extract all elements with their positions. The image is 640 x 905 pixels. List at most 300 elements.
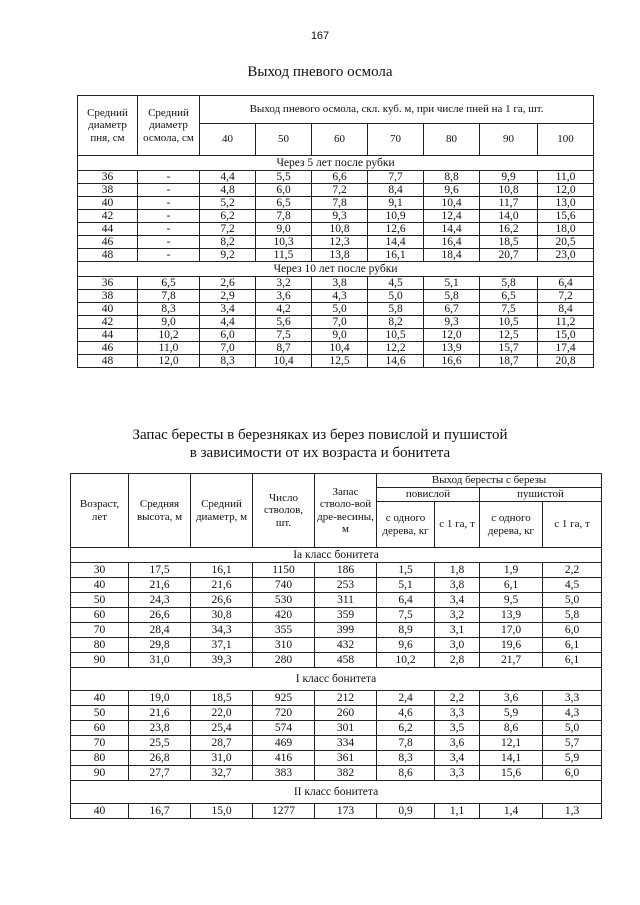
table-cell: 14,4: [368, 236, 424, 249]
table-cell: 1,3: [543, 804, 602, 819]
table-cell: 42: [78, 316, 138, 329]
header-resin-diameter: Средний диаметр осмола, см: [138, 96, 200, 156]
table-cell: 30: [71, 563, 129, 578]
header-per-ha: с 1 га, т: [543, 502, 602, 548]
table-cell: 7,8: [256, 210, 312, 223]
table-cell: 10,5: [368, 329, 424, 342]
table-cell: 432: [315, 638, 377, 653]
table-cell: 3,2: [256, 277, 312, 290]
table-cell: 3,8: [312, 277, 368, 290]
table-cell: 2,4: [377, 691, 435, 706]
table-cell: 3,8: [435, 578, 480, 593]
table-cell: 6,1: [543, 638, 602, 653]
table-cell: 48: [78, 249, 138, 262]
table-cell: 3,4: [435, 593, 480, 608]
table-cell: 60: [71, 608, 129, 623]
table2-title-line2: в зависимости от их возраста и бонитета: [189, 445, 451, 461]
table-cell: 38: [78, 290, 138, 303]
table-cell: 17,4: [538, 342, 594, 355]
table-cell: 8,4: [368, 184, 424, 197]
table-cell: 16,7: [129, 804, 191, 819]
table-cell: 7,2: [200, 223, 256, 236]
header-per-tree: с одного дерева, кг: [377, 502, 435, 548]
table-cell: 399: [315, 623, 377, 638]
table-cell: 9,5: [480, 593, 543, 608]
table-cell: 5,2: [200, 197, 256, 210]
table-cell: 5,0: [543, 721, 602, 736]
table-cell: 8,6: [377, 766, 435, 781]
table-cell: 420: [253, 608, 315, 623]
header-stump-diameter: Средний диаметр пня, см: [78, 96, 138, 156]
table-cell: 3,4: [200, 303, 256, 316]
table-cell: 1,5: [377, 563, 435, 578]
table-cell: 9,3: [424, 316, 480, 329]
header-count: 50: [256, 124, 312, 156]
table-cell: -: [138, 171, 200, 184]
table-cell: 9,0: [138, 316, 200, 329]
table-cell: 10,2: [377, 653, 435, 668]
table-cell: 9,6: [377, 638, 435, 653]
table-row: [71, 736, 602, 751]
table-cell: 36: [78, 171, 138, 184]
table-cell: 7,5: [377, 608, 435, 623]
table-cell: 361: [315, 751, 377, 766]
table-row: [71, 563, 602, 578]
table-cell: 311: [315, 593, 377, 608]
table-cell: 21,6: [191, 578, 253, 593]
section-row: [78, 156, 594, 171]
table-cell: 382: [315, 766, 377, 781]
table2-title-line1: Запас бересты в березняках из берез повислой и пушистой: [132, 427, 508, 443]
table-cell: 12,0: [538, 184, 594, 197]
table-cell: 12,4: [424, 210, 480, 223]
table-cell: 31,0: [191, 751, 253, 766]
section-row: [71, 548, 602, 563]
table-row: [78, 355, 594, 368]
table-cell: 26,6: [191, 593, 253, 608]
table-cell: 23,0: [538, 249, 594, 262]
table-cell: 6,4: [538, 277, 594, 290]
table-cell: 80: [71, 751, 129, 766]
table-cell: 186: [315, 563, 377, 578]
table-cell: 6,0: [200, 329, 256, 342]
table-cell: 5,8: [543, 608, 602, 623]
table-cell: 19,6: [480, 638, 543, 653]
table-cell: 3,6: [256, 290, 312, 303]
table-cell: 12,1: [480, 736, 543, 751]
table-row: [71, 691, 602, 706]
table-cell: 260: [315, 706, 377, 721]
header-diameter: Средний диаметр, м: [191, 474, 253, 548]
table-cell: 6,7: [424, 303, 480, 316]
header-count: 70: [368, 124, 424, 156]
table-cell: 3,3: [435, 706, 480, 721]
table-cell: 10,4: [424, 197, 480, 210]
table-cell: 60: [71, 721, 129, 736]
table-cell: 13,8: [312, 249, 368, 262]
table-cell: 2,2: [543, 563, 602, 578]
table-cell: 14,4: [424, 223, 480, 236]
table-cell: 11,0: [538, 171, 594, 184]
table-cell: 27,7: [129, 766, 191, 781]
table-cell: 7,5: [256, 329, 312, 342]
table-cell: 13,0: [538, 197, 594, 210]
table-cell: 7,8: [138, 290, 200, 303]
table-cell: 301: [315, 721, 377, 736]
table-cell: 16,6: [424, 355, 480, 368]
table1-title: Выход пневого осмола: [247, 64, 393, 80]
table-cell: 6,1: [480, 578, 543, 593]
table-cell: -: [138, 223, 200, 236]
table-row: [78, 329, 594, 342]
table-cell: 50: [71, 593, 129, 608]
table-cell: 90: [71, 766, 129, 781]
table-cell: 5,8: [480, 277, 538, 290]
table-cell: 4,8: [200, 184, 256, 197]
table-row: [71, 751, 602, 766]
table-cell: 31,0: [129, 653, 191, 668]
table-cell: 16,2: [480, 223, 538, 236]
table-cell: 40: [71, 804, 129, 819]
header-stock: Запас стволо-вой дре-весины, м: [315, 474, 377, 548]
table-cell: 9,1: [368, 197, 424, 210]
table-cell: 7,2: [538, 290, 594, 303]
table-row: [71, 804, 602, 819]
table-cell: 5,0: [368, 290, 424, 303]
header-stems: Число стволов, шт.: [253, 474, 315, 548]
table-row: [78, 316, 594, 329]
table-cell: 24,3: [129, 593, 191, 608]
table-cell: 40: [78, 197, 138, 210]
table-cell: 22,0: [191, 706, 253, 721]
table-cell: 173: [315, 804, 377, 819]
table-cell: 740: [253, 578, 315, 593]
table-cell: 7,2: [312, 184, 368, 197]
section-row: [78, 262, 594, 277]
table-cell: 70: [71, 736, 129, 751]
table-cell: 3,6: [480, 691, 543, 706]
table-cell: 3,5: [435, 721, 480, 736]
table-cell: 20,5: [538, 236, 594, 249]
table-cell: 18,5: [191, 691, 253, 706]
table-cell: 6,5: [138, 277, 200, 290]
table-cell: 40: [71, 578, 129, 593]
table-row: [78, 236, 594, 249]
table-cell: 8,3: [138, 303, 200, 316]
table-row: [78, 171, 594, 184]
table-cell: 8,8: [424, 171, 480, 184]
section-title: II класс бонитета: [71, 781, 602, 804]
table-cell: 5,7: [543, 736, 602, 751]
table-cell: 10,9: [368, 210, 424, 223]
header-count: 60: [312, 124, 368, 156]
table-row: [78, 223, 594, 236]
table-cell: 6,0: [543, 766, 602, 781]
table-cell: 530: [253, 593, 315, 608]
table-cell: 2,8: [435, 653, 480, 668]
header-pubescens: пушистой: [480, 488, 602, 502]
table-cell: 334: [315, 736, 377, 751]
table-cell: -: [138, 210, 200, 223]
table-cell: 8,7: [256, 342, 312, 355]
birch-bark-table: [70, 473, 602, 819]
table-cell: 720: [253, 706, 315, 721]
table-cell: 280: [253, 653, 315, 668]
table-row: [78, 249, 594, 262]
table-cell: 23,8: [129, 721, 191, 736]
table-cell: 10,4: [312, 342, 368, 355]
table-cell: 310: [253, 638, 315, 653]
table-row: [71, 706, 602, 721]
table-cell: 8,3: [200, 355, 256, 368]
table-cell: 18,4: [424, 249, 480, 262]
table-cell: 10,8: [480, 184, 538, 197]
table-cell: 5,9: [543, 751, 602, 766]
table-cell: 28,4: [129, 623, 191, 638]
table-cell: 15,6: [538, 210, 594, 223]
table-cell: 1,4: [480, 804, 543, 819]
table-cell: 9,0: [256, 223, 312, 236]
table-cell: 3,6: [435, 736, 480, 751]
resin-yield-table: [77, 95, 594, 368]
table-cell: 3,2: [435, 608, 480, 623]
table-cell: 18,5: [480, 236, 538, 249]
table-cell: 34,3: [191, 623, 253, 638]
table-cell: 14,0: [480, 210, 538, 223]
table-cell: 17,0: [480, 623, 543, 638]
section-title: Iа класс бонитета: [71, 548, 602, 563]
table-cell: 416: [253, 751, 315, 766]
table-row: [71, 608, 602, 623]
table-cell: 18,0: [538, 223, 594, 236]
table-cell: 50: [71, 706, 129, 721]
table-row: [78, 290, 594, 303]
table-cell: 9,6: [424, 184, 480, 197]
table-cell: 4,2: [256, 303, 312, 316]
table-cell: 39,3: [191, 653, 253, 668]
table-cell: 4,3: [312, 290, 368, 303]
table-cell: 11,5: [256, 249, 312, 262]
table-cell: 44: [78, 223, 138, 236]
header-bark-yield: Выход бересты с березы: [377, 474, 602, 488]
table-cell: 16,1: [191, 563, 253, 578]
table-cell: 5,5: [256, 171, 312, 184]
table-row: [71, 623, 602, 638]
section-title: Через 5 лет после рубки: [78, 156, 594, 171]
table-cell: 7,0: [312, 316, 368, 329]
table-cell: 1,9: [480, 563, 543, 578]
table-cell: 3,4: [435, 751, 480, 766]
table-cell: 10,4: [256, 355, 312, 368]
table-cell: 20,7: [480, 249, 538, 262]
table-cell: 80: [71, 638, 129, 653]
table-cell: 25,4: [191, 721, 253, 736]
table-cell: 6,2: [377, 721, 435, 736]
table-row: [71, 653, 602, 668]
header-yield-group: Выход пневого осмола, скл. куб. м, при числе пней на 1 га, шт.: [200, 96, 594, 124]
table-cell: 8,4: [538, 303, 594, 316]
table-cell: 253: [315, 578, 377, 593]
table-cell: 21,6: [129, 706, 191, 721]
table-cell: 14,6: [368, 355, 424, 368]
header-pendula: повислой: [377, 488, 480, 502]
table-cell: 5,6: [256, 316, 312, 329]
table-row: [78, 210, 594, 223]
table-cell: 6,0: [543, 623, 602, 638]
header-count: 80: [424, 124, 480, 156]
table-cell: 925: [253, 691, 315, 706]
table-cell: 5,8: [424, 290, 480, 303]
table-cell: 15,7: [480, 342, 538, 355]
table-cell: 46: [78, 236, 138, 249]
table-cell: 6,4: [377, 593, 435, 608]
table-cell: 10,3: [256, 236, 312, 249]
table-cell: 90: [71, 653, 129, 668]
table-cell: 355: [253, 623, 315, 638]
table-row: [71, 766, 602, 781]
table-row: [78, 184, 594, 197]
section-title: Через 10 лет после рубки: [78, 262, 594, 277]
table-cell: 12,5: [480, 329, 538, 342]
table-cell: 10,2: [138, 329, 200, 342]
table-row: [71, 721, 602, 736]
table-cell: 6,1: [543, 653, 602, 668]
table-cell: 359: [315, 608, 377, 623]
table-cell: 3,0: [435, 638, 480, 653]
table-cell: 8,3: [377, 751, 435, 766]
table-cell: 18,7: [480, 355, 538, 368]
table-cell: 8,2: [200, 236, 256, 249]
table-cell: 1,1: [435, 804, 480, 819]
section-row: [71, 781, 602, 804]
table-row: [71, 593, 602, 608]
header-per-ha: с 1 га, т: [435, 502, 480, 548]
section-row: [71, 668, 602, 691]
section-title: I класс бонитета: [71, 668, 602, 691]
table-cell: 15,6: [480, 766, 543, 781]
table-cell: 10,8: [312, 223, 368, 236]
table-cell: 36: [78, 277, 138, 290]
table-cell: 7,5: [480, 303, 538, 316]
table-row: [71, 578, 602, 593]
table-row: [78, 277, 594, 290]
table-cell: 46: [78, 342, 138, 355]
table-cell: 1150: [253, 563, 315, 578]
table-cell: 16,1: [368, 249, 424, 262]
table2-title: [0, 426, 640, 462]
table-cell: 4,4: [200, 316, 256, 329]
table-row: [78, 197, 594, 210]
table-cell: 32,7: [191, 766, 253, 781]
table-cell: 26,6: [129, 608, 191, 623]
table-cell: 14,1: [480, 751, 543, 766]
header-count: 90: [480, 124, 538, 156]
table-cell: 70: [71, 623, 129, 638]
table-cell: 9,0: [312, 329, 368, 342]
table-cell: 13,9: [480, 608, 543, 623]
table-cell: 383: [253, 766, 315, 781]
table-cell: 6,5: [256, 197, 312, 210]
table-cell: 8,6: [480, 721, 543, 736]
table-cell: 26,8: [129, 751, 191, 766]
table-cell: 3,3: [435, 766, 480, 781]
header-height: Средняя высота, м: [129, 474, 191, 548]
table-cell: 11,0: [138, 342, 200, 355]
table-cell: 7,8: [377, 736, 435, 751]
table-cell: 12,5: [312, 355, 368, 368]
table-cell: 4,4: [200, 171, 256, 184]
table-cell: 2,6: [200, 277, 256, 290]
table-cell: 6,0: [256, 184, 312, 197]
table-cell: 4,6: [377, 706, 435, 721]
header-count: 100: [538, 124, 594, 156]
table-cell: 42: [78, 210, 138, 223]
table-cell: 13,9: [424, 342, 480, 355]
table-cell: 40: [71, 691, 129, 706]
table-cell: 12,6: [368, 223, 424, 236]
table-cell: 8,9: [377, 623, 435, 638]
table-cell: 10,5: [480, 316, 538, 329]
table-cell: 40: [78, 303, 138, 316]
table-cell: 458: [315, 653, 377, 668]
table-cell: 6,5: [480, 290, 538, 303]
table-cell: 574: [253, 721, 315, 736]
table-cell: 7,8: [312, 197, 368, 210]
table-cell: 12,2: [368, 342, 424, 355]
table-cell: 37,1: [191, 638, 253, 653]
table-cell: 7,7: [368, 171, 424, 184]
table-cell: 12,0: [138, 355, 200, 368]
table-cell: 9,2: [200, 249, 256, 262]
table-cell: 4,5: [543, 578, 602, 593]
table-cell: 4,5: [368, 277, 424, 290]
header-count: 40: [200, 124, 256, 156]
table-cell: -: [138, 184, 200, 197]
table-cell: -: [138, 197, 200, 210]
table-cell: 5,8: [368, 303, 424, 316]
table-cell: 5,1: [377, 578, 435, 593]
table-cell: 38: [78, 184, 138, 197]
table-cell: 2,2: [435, 691, 480, 706]
table-cell: 9,9: [480, 171, 538, 184]
table-cell: 25,5: [129, 736, 191, 751]
table-cell: 20,8: [538, 355, 594, 368]
table-cell: 11,7: [480, 197, 538, 210]
table-cell: 12,3: [312, 236, 368, 249]
table-cell: 15,0: [191, 804, 253, 819]
table-row: [78, 303, 594, 316]
table-cell: 21,6: [129, 578, 191, 593]
table-cell: 3,1: [435, 623, 480, 638]
table-cell: 5,9: [480, 706, 543, 721]
header-per-tree: с одного дерева, кг: [480, 502, 543, 548]
table-cell: 44: [78, 329, 138, 342]
table-cell: 9,3: [312, 210, 368, 223]
table-cell: 3,3: [543, 691, 602, 706]
table-row: [78, 342, 594, 355]
table-cell: 7,0: [200, 342, 256, 355]
table-cell: 16,4: [424, 236, 480, 249]
table-cell: -: [138, 249, 200, 262]
table-cell: 469: [253, 736, 315, 751]
table-cell: 5,1: [424, 277, 480, 290]
table-cell: 12,0: [424, 329, 480, 342]
table-cell: 5,0: [312, 303, 368, 316]
table-cell: 2,9: [200, 290, 256, 303]
table-cell: 29,8: [129, 638, 191, 653]
table-cell: 5,0: [543, 593, 602, 608]
table-cell: 8,2: [368, 316, 424, 329]
